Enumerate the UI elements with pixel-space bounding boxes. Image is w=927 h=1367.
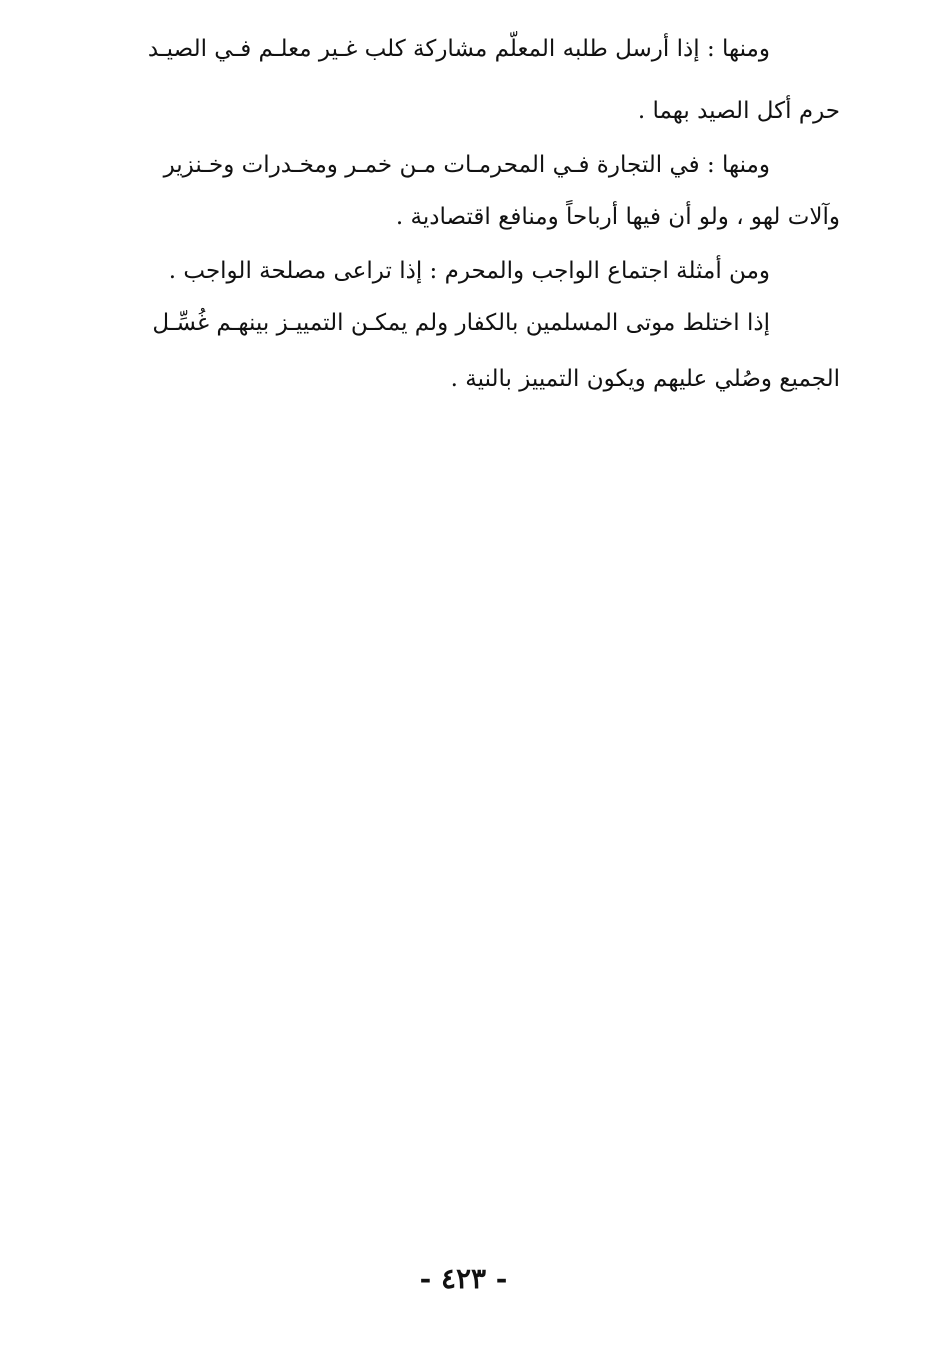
- paragraph-1-line-2: حرم أكل الصيد بهما .: [637, 98, 840, 124]
- page-number: - ٤٢٣ -: [419, 1262, 508, 1295]
- paragraph-3-line-1: ومن أمثلة اجتماع الواجب والمحرم : إذا تراعى مصلحة الواجب .: [168, 258, 770, 284]
- paragraph-4-line-2: الجميع وصُلي عليهم ويكون التمييز بالنية .: [450, 366, 840, 392]
- paragraph-2-line-2: وآلات لهو ، ولو أن فيها أرباحاً ومنافع اقتصادية .: [395, 204, 840, 230]
- paragraph-2-line-1: ومنها : في التجارة فـي المحرمـات مـن خمـر ومخـدرات وخـنزير: [163, 152, 770, 178]
- paragraph-1-line-1: ومنها : إذا أرسل طلبه المعلّم مشاركة كلب غـير معلـم فـي الصيـد: [147, 36, 770, 62]
- paragraph-4-line-1: إذا اختلط موتى المسلمين بالكفار ولم يمكـن التمييـز بينهـم غُسِّـل: [152, 310, 770, 336]
